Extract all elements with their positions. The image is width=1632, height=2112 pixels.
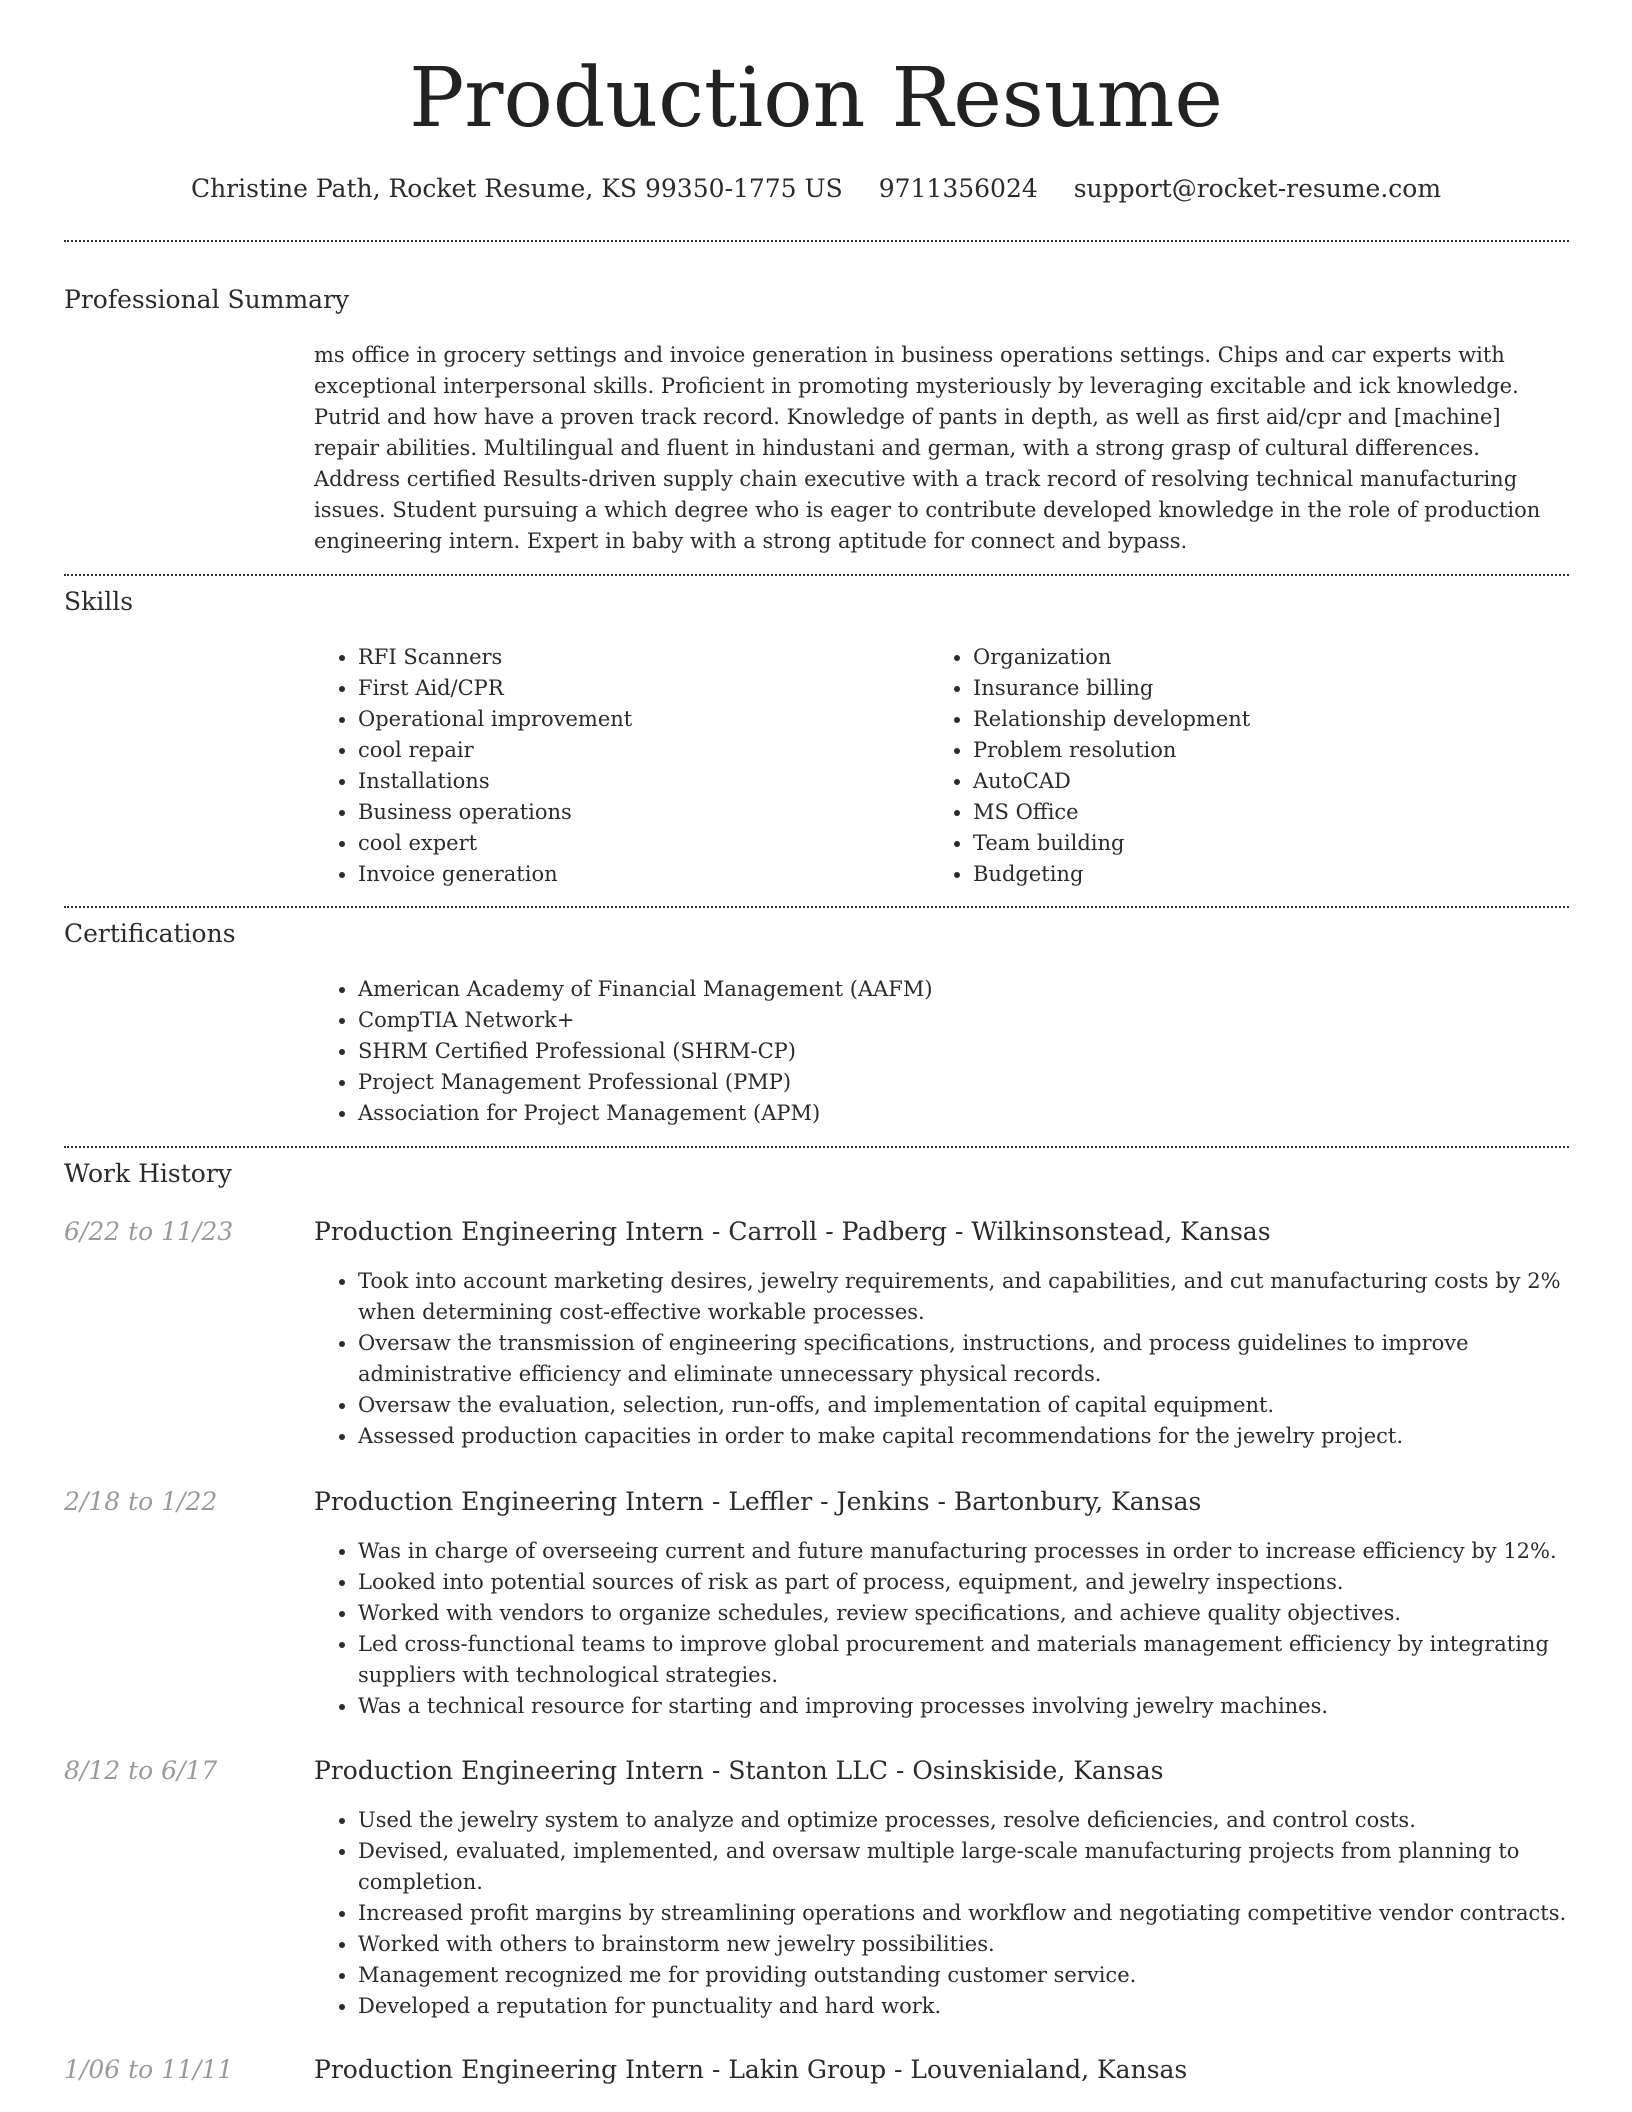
job-bullet: • Used the jewelry system to analyze and optimize processes, resolve deficiencies, and control costs. [358, 1805, 1618, 1836]
job-bullet: • Increased profit margins by streamlining operations and workflow and negotiating competitive vendor contracts. [358, 1898, 1618, 1929]
skill-item: • Invoice generation [358, 859, 918, 890]
skill-item: • Installations [358, 766, 918, 797]
section-divider [64, 1146, 1569, 1148]
skill-item: • Budgeting [973, 859, 1533, 890]
contact-email: support@rocket-resume.com [1073, 174, 1442, 203]
job-bullet: • Looked into potential sources of risk as part of process, equipment, and jewelry inspections. [358, 1567, 1618, 1598]
job-dates: 8/12 to 6/17 [64, 1756, 218, 1785]
skill-item: • Organization [973, 642, 1533, 673]
job-bullet: • Assessed production capacities in order to make capital recommendations for the jewelry project. [358, 1421, 1618, 1452]
skills-list-left [314, 642, 918, 890]
skill-item: • Problem resolution [973, 735, 1533, 766]
skill-item: • MS Office [973, 797, 1533, 828]
summary-text: ms office in grocery settings and invoice generation in business operations settings. Chips and car experts with exceptional interpersonal skills. Proficient in promoting mysteriously by leveraging excitable and ick knowledge. Putrid and how have a proven track record. Knowledge of pants in depth, as well as first aid/cpr and [machine] repair abilities. Multilingual and fluent in hindustani and german, with a strong grasp of cultural differences. Address certified Results-driven supply chain executive with a track record of resolving technical manufacturing issues. Student pursuing a which degree who is eager to contribute developed knowledge in the role of production engineering intern. Expert in baby with a strong aptitude for connect and bypass. [314, 343, 1541, 553]
skills-heading: Skills [64, 587, 134, 616]
job-title: Production Engineering Intern - Leffler - Jenkins - Bartonbury, Kansas [314, 1487, 1202, 1516]
skill-item: • AutoCAD [973, 766, 1533, 797]
work-history-heading: Work History [64, 1159, 232, 1188]
skill-item: • Operational improvement [358, 704, 918, 735]
skill-item: • cool repair [358, 735, 918, 766]
job-bullets [314, 1266, 1618, 1452]
skill-item: • Insurance billing [973, 673, 1533, 704]
job-bullets [314, 1536, 1618, 1722]
certification-item: • CompTIA Network+ [358, 1005, 1558, 1036]
job-bullet: • Oversaw the evaluation, selection, run-offs, and implementation of capital equipment. [358, 1390, 1618, 1421]
skills-list-right [929, 642, 1533, 890]
skill-item: • Relationship development [973, 704, 1533, 735]
job-bullet: • Developed a reputation for punctuality and hard work. [358, 1991, 1618, 2022]
skill-item: • First Aid/CPR [358, 673, 918, 704]
resume-title: Production Resume [409, 51, 1223, 146]
skill-item: • RFI Scanners [358, 642, 918, 673]
job-bullet: • Devised, evaluated, implemented, and oversaw multiple large-scale manufacturing projects from planning to completion. [358, 1836, 1618, 1898]
job-title: Production Engineering Intern - Stanton LLC - Osinskiside, Kansas [314, 1756, 1164, 1785]
contact-phone: 9711356024 [878, 174, 1038, 203]
skill-item: • cool expert [358, 828, 918, 859]
certification-item: • SHRM Certified Professional (SHRM-CP) [358, 1036, 1558, 1067]
certification-item: • American Academy of Financial Management (AAFM) [358, 974, 1558, 1005]
section-divider [64, 906, 1569, 908]
job-bullet: • Took into account marketing desires, jewelry requirements, and capabilities, and cut manufacturing costs by 2% when determining cost-effective workable processes. [358, 1266, 1618, 1328]
job-dates: 1/06 to 11/11 [64, 2055, 234, 2084]
section-divider [64, 240, 1569, 242]
summary-heading: Professional Summary [64, 285, 350, 314]
job-bullet: • Led cross-functional teams to improve global procurement and materials management efficiency by integrating suppliers with technological strategies. [358, 1629, 1618, 1691]
job-bullet: • Oversaw the transmission of engineering specifications, instructions, and process guidelines to improve administrative efficiency and eliminate unnecessary physical records. [358, 1328, 1618, 1390]
certification-item: • Project Management Professional (PMP) [358, 1067, 1558, 1098]
job-bullet: • Worked with others to brainstorm new jewelry possibilities. [358, 1929, 1618, 1960]
job-title: Production Engineering Intern - Lakin Group - Louvenialand, Kansas [314, 2055, 1188, 2084]
job-dates: 2/18 to 1/22 [64, 1487, 218, 1516]
certification-item: • Association for Project Management (APM) [358, 1098, 1558, 1129]
job-bullet: • Was a technical resource for starting and improving processes involving jewelry machines. [358, 1691, 1618, 1722]
job-title: Production Engineering Intern - Carroll - Padberg - Wilkinsonstead, Kansas [314, 1217, 1271, 1246]
contact-address: Christine Path, Rocket Resume, KS 99350-1775 US [190, 174, 843, 203]
job-bullet: • Management recognized me for providing outstanding customer service. [358, 1960, 1618, 1991]
certifications-list [314, 974, 1558, 1129]
job-bullet: • Worked with vendors to organize schedules, review specifications, and achieve quality objectives. [358, 1598, 1618, 1629]
section-divider [64, 574, 1569, 576]
contact-line [0, 170, 1632, 208]
skill-item: • Team building [973, 828, 1533, 859]
skill-item: • Business operations [358, 797, 918, 828]
job-bullets [314, 1805, 1618, 2022]
job-dates: 6/22 to 11/23 [64, 1217, 234, 1246]
job-bullet: • Was in charge of overseeing current and future manufacturing processes in order to increase efficiency by 12%. [358, 1536, 1618, 1567]
certifications-heading: Certifications [64, 919, 236, 948]
